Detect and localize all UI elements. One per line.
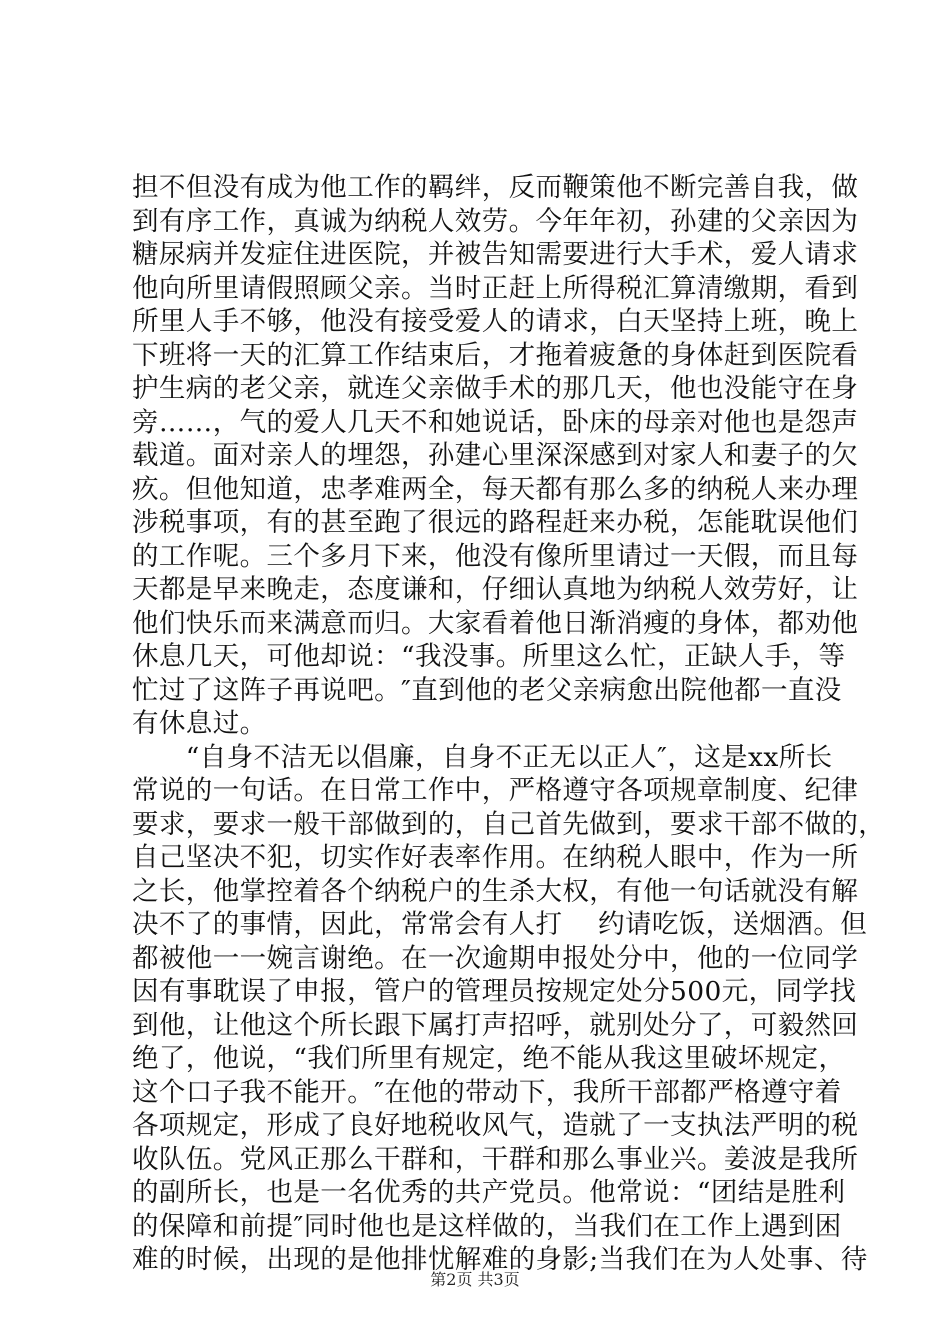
text-line: 忙过了这阵子再说吧。″直到他的老父亲病愈出院他都一直没 (132, 674, 842, 706)
text-line: 所里人手不够，他没有接受爱人的请求，白天坚持上班，晚上 (132, 306, 859, 337)
text-line: 下班将一天的汇算工作结束后，才拖着疲惫的身体赶到医院看 (132, 339, 859, 371)
text-line: 这个口子我不能开。″在他的带动下，我所干部都严格遵守着 (132, 1076, 842, 1108)
text-line: 休息几天，可他却说：“我没事。所里这么忙，正缺人手，等 (132, 641, 846, 672)
text-line: 的保障和前提″同时他也是这样做的，当我们在工作上遇到困 (132, 1210, 842, 1242)
text-line: 常说的一句话。在日常工作中，严格遵守各项规章制度、纪律 (132, 775, 859, 806)
text-line: 疚。但他知道，忠孝难两全，每天都有那么多的纳税人来办理 (132, 473, 859, 505)
text-line: 各项规定，形成了良好地税收风气，造就了一支执法严明的税 (132, 1110, 859, 1141)
text-line: 他向所里请假照顾父亲。当时正赶上所得税汇算清缴期，看到 (132, 272, 859, 304)
text-line: 涉税事项，有的甚至跑了很远的路程赶来办税，怎能耽误他们 (132, 507, 859, 538)
text-line: 他们快乐而来满意而归。大家看着他日渐消瘦的身体，都劝他 (132, 607, 859, 639)
text-line: 到他，让他这个所长跟下属打声招呼，就别处分了，可毅然回 (132, 1009, 859, 1041)
text-line: 的副所长，也是一名优秀的共产党员。他常说：“团结是胜利 (132, 1177, 846, 1208)
text-line: 决不了的事情，因此，常常会有人打 约请吃饭，送烟酒。但 (132, 909, 868, 940)
text-line: 担不但没有成为他工作的羁绊，反而鞭策他不断完善自我，做 (132, 172, 859, 203)
text-line: 要求，要求一般干部做到的，自己首先做到，要求干部不做的， (132, 808, 886, 840)
text-line: 难的时候，出现的是他排忧解难的身影;当我们在为人处事、待 (132, 1244, 868, 1275)
text-line: 自己坚决不犯，切实作好表率作用。在纳税人眼中，作为一所 (132, 842, 859, 873)
text-line: 绝了，他说，“我们所里有规定，绝不能从我这里破坏规定， (132, 1043, 846, 1074)
text-line: 护生病的老父亲，就连父亲做手术的那几天，他也没能守在身 (132, 373, 859, 404)
text-line: 天都是早来晚走，态度谦和，仔细认真地为纳税人效劳好，让 (132, 574, 859, 605)
text-line: 旁……，气的爱人几天不和她说话，卧床的母亲对他也是怨声 (132, 406, 859, 438)
text-line: 有休息过。 (132, 708, 267, 739)
text-line: “自身不洁无以倡廉，自身不正无以正人″，这是xx所长 (132, 741, 833, 773)
text-line: 收队伍。党风正那么干群和，干群和那么事业兴。姜波是我所 (132, 1143, 859, 1175)
text-line: 之长，他掌控着各个纳税户的生杀大权，有他一句话就没有解 (132, 875, 859, 907)
document-body (132, 171, 886, 1277)
text-line: 都被他一一婉言谢绝。在一次逾期申报处分中，他的一位同学 (132, 942, 859, 974)
text-line: 糖尿病并发症住进医院，并被告知需要进行大手术，爱人请求 (132, 239, 859, 270)
text-line: 载道。面对亲人的埋怨，孙建心里深深感到对家人和妻子的欠 (132, 440, 859, 471)
text-line: 到有序工作，真诚为纳税人效劳。今年年初，孙建的父亲因为 (132, 205, 859, 237)
page-number-footer: 第2页 共3页 (430, 1270, 520, 1289)
text-line: 因有事耽误了申报，管户的管理员按规定处分500元，同学找 (132, 976, 857, 1007)
text-line: 的工作呢。三个多月下来，他没有像所里请过一天假，而且每 (132, 540, 859, 572)
